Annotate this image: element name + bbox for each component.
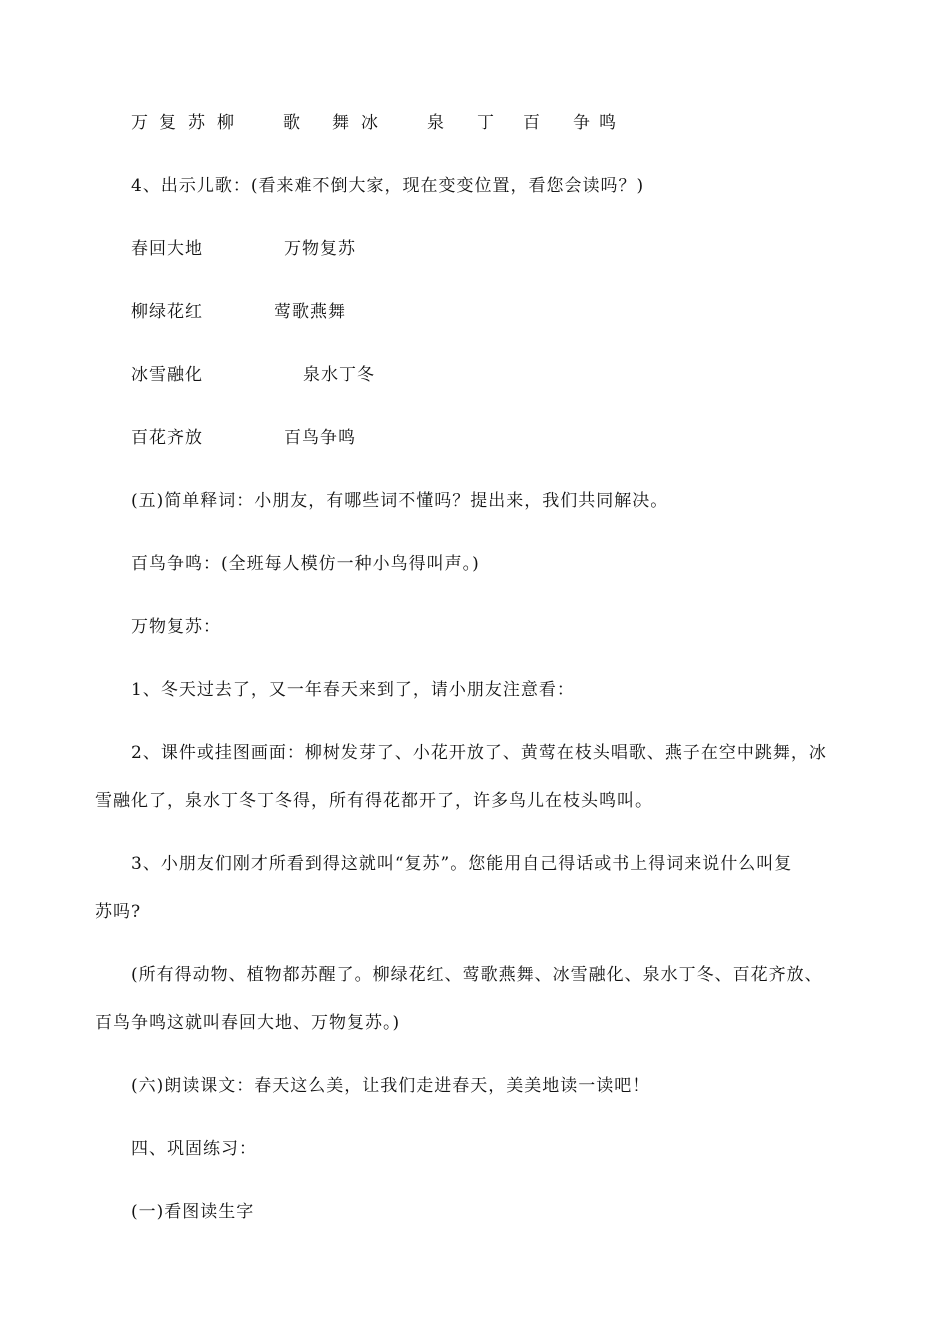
rhyme-line-2-left: 柳绿花红 — [131, 302, 203, 322]
vocab-char: 歌 — [283, 113, 301, 133]
vocab-char: 柳 — [217, 113, 235, 133]
step-3-line-1: 3、小朋友们刚才所看到得这就叫“复苏”。您能用自己得话或书上得词来说什么叫复 — [131, 854, 793, 874]
rhyme-line-3-left: 冰雪融化 — [131, 365, 203, 385]
rhyme-line-3-right: 泉水丁冬 — [303, 365, 375, 385]
vocab-char: 万 — [131, 113, 149, 133]
item-4: 4、出示儿歌：(看来难不倒大家，现在变变位置，看您会读吗？) — [131, 176, 645, 196]
term-bainiao: 百鸟争鸣：(全班每人模仿一种小鸟得叫声。) — [131, 554, 480, 574]
vocab-char: 冰 — [361, 113, 379, 133]
step-1: 1、冬天过去了，又一年春天来到了，请小朋友注意看： — [131, 680, 575, 700]
vocab-char: 百 — [523, 113, 541, 133]
rhyme-line-1-right: 万物复苏 — [284, 239, 356, 259]
rhyme-line-2-right: 莺歌燕舞 — [274, 302, 346, 322]
rhyme-line-4-left: 百花齐放 — [131, 428, 203, 448]
term-wanwu: 万物复苏： — [131, 617, 221, 637]
vocab-char: 舞 — [332, 113, 350, 133]
step-2-line-2: 雪融化了，泉水丁冬丁冬得，所有得花都开了，许多鸟儿在枝头鸣叫。 — [95, 791, 653, 811]
vocab-char: 鸣 — [599, 113, 617, 133]
vocab-char: 争 — [573, 113, 591, 133]
vocab-char: 丁 — [477, 113, 495, 133]
rhyme-line-1-left: 春回大地 — [131, 239, 203, 259]
vocab-char: 复 — [159, 113, 177, 133]
section-5-heading: (五)简单释词：小朋友，有哪些词不懂吗？提出来，我们共同解决。 — [131, 491, 669, 511]
vocab-char: 泉 — [427, 113, 445, 133]
section-6-heading: (六)朗读课文：春天这么美，让我们走进春天，美美地读一读吧！ — [131, 1076, 651, 1096]
step-3-line-2: 苏吗? — [95, 902, 142, 922]
part-4-heading: 四、巩固练习： — [131, 1139, 257, 1159]
part-4-subheading: (一)看图读生字 — [131, 1202, 255, 1222]
note-line-2: 百鸟争鸣这就叫春回大地、万物复苏。) — [95, 1013, 401, 1033]
step-2-line-1: 2、课件或挂图画面：柳树发芽了、小花开放了、黄莺在枝头唱歌、燕子在空中跳舞，冰 — [131, 743, 827, 763]
vocab-char: 苏 — [188, 113, 206, 133]
rhyme-line-4-right: 百鸟争鸣 — [284, 428, 356, 448]
note-line-1: (所有得动物、植物都苏醒了。柳绿花红、莺歌燕舞、冰雪融化、泉水丁冬、百花齐放、 — [131, 965, 823, 985]
